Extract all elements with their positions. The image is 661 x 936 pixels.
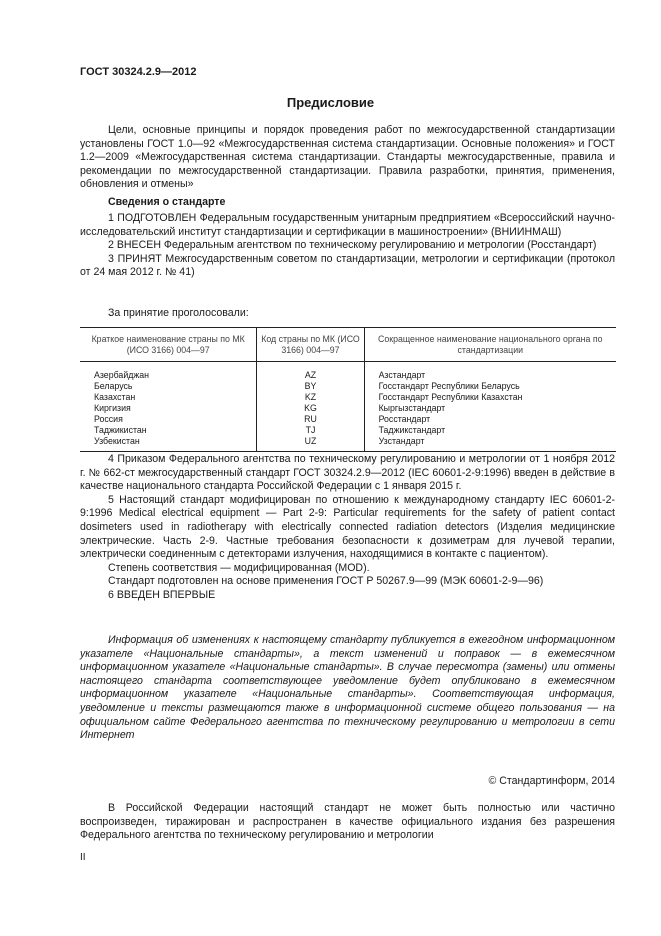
country-name: Таджикистан: [94, 425, 147, 435]
country-code: RU: [257, 414, 364, 425]
header-code: Код страны по МК (ИСО 3166) 004—97: [257, 328, 364, 362]
page-number: II: [80, 852, 86, 863]
item-4: 4 Приказом Федерального агентства по техническому регулированию и метрологии от 1 ноября 2012 г. № 662-ст межгосударственный стандарт ГОСТ 30324.2.9—2012 (IEC 60601-2-9:1996) введен в действие в качестве национального стандарта Российской Федерации с 1 января 2015 г.: [80, 453, 615, 493]
country-code: KZ: [257, 392, 364, 403]
item-2: 2 ВНЕСЕН Федеральным агентством по техническому регулированию и метрологии (Росстандарт): [108, 239, 597, 252]
country-code: KG: [257, 403, 364, 414]
reproduction-notice: В Российской Федерации настоящий стандарт не может быть полностью или частично воспроизведен, тиражирован и распространен в качестве официального издания без разрешения Федерального агентства по техническому регулированию и метрологии: [80, 802, 615, 842]
copyright-line: © Стандартинформ, 2014: [488, 775, 615, 787]
country-code: UZ: [257, 436, 364, 452]
item-5: 5 Настоящий стандарт модифицирован по отношению к международному стандарту IEC 60601-2-9:1996 Medical electrical equipment — Part 2-9: Particular requirements for the safety of patient contact dosimeters used in radiotherapy with electrically connected radiation detectors (Изделия медицинские электрические. Часть 2-9. Частные требования безопасности к дозиметрам для лучевой терапии, электрически соединенным с детекторами излучения, находящимися в контакте с пациентом).: [80, 493, 615, 561]
country-name: Узбекистан: [80, 436, 257, 452]
page-title: Предисловие: [286, 95, 375, 110]
intro-paragraph-block: [80, 124, 615, 192]
rights-block: [80, 802, 615, 843]
items-block: [80, 212, 615, 280]
table-row: [80, 392, 616, 403]
national-body: Госстандарт Республики Казахстан: [364, 392, 616, 403]
item-5-basis: Стандарт подготовлен на основе применения ГОСТ Р 50267.9—99 (МЭК 60601-2-9—96): [108, 575, 544, 588]
table-row: [80, 381, 616, 392]
table-header-row: [80, 328, 616, 362]
country-name: Россия: [94, 414, 123, 424]
national-body: Азстандарт: [364, 362, 616, 382]
header-country: Краткое наименование страны по МК (ИСО 3166) 004—97: [80, 328, 257, 362]
country-name: Беларусь: [94, 381, 133, 391]
national-body: Росстандарт: [364, 414, 616, 425]
national-body: Госстандарт Республики Беларусь: [364, 381, 616, 392]
table-row: [80, 436, 616, 452]
changes-information: Информация об изменениях к настоящему стандарту публикуется в ежегодном информационном указателе «Национальные стандарты», а текст изменений и поправок — в ежемесячном информационном указателе «Национальные стандарты». В случае пересмотра (замены) или отмены настоящего стандарта соответствующее уведомление будет опубликовано в ежемесячном информационном указателе «Национальные стандарты». Соответствующая информация, уведомление и тексты размещаются также в информационной системе общего пользования — на официальном сайте Федерального агентства по техническому регулированию и метрологии в сети Интернет: [80, 634, 615, 742]
country-code: BY: [257, 381, 364, 392]
intro-paragraph: Цели, основные принципы и порядок проведения работ по межгосударственной стандартизации установлены ГОСТ 1.0—92 «Межгосударственная система стандартизации. Основные положения» и ГОСТ 1.2—2009 «Межгосударственная система стандартизации. Стандарты межгосударственные, правила и рекомендации по межгосударственной стандартизации. Правила разработки, принятия, применения, обновления и отмены»: [80, 124, 615, 191]
table-row: [80, 362, 616, 382]
info-block: [80, 634, 615, 743]
national-body: Таджикстандарт: [364, 425, 616, 436]
country-code: TJ: [257, 425, 364, 436]
section-subtitle: Сведения о стандарте: [108, 196, 226, 208]
national-body: Кыргызстандарт: [364, 403, 616, 414]
voted-label: За принятие проголосовали:: [108, 307, 249, 319]
national-body: Узстандарт: [364, 436, 616, 452]
item-1: 1 ПОДГОТОВЛЕН Федеральным государственным унитарным предприятием «Всероссийский научно-исследовательский институт стандартизации и сертификации в машиностроении» (ВНИИНМАШ): [80, 212, 615, 238]
country-code: AZ: [257, 362, 364, 382]
standard-header: ГОСТ 30324.2.9—2012: [80, 66, 197, 78]
header-organization: Сокращенное наименование национального органа по стандартизации: [364, 328, 616, 362]
countries-table: [80, 327, 616, 452]
table-row: [80, 425, 616, 436]
table-row: [80, 403, 616, 414]
item-3: 3 ПРИНЯТ Межгосударственным советом по стандартизации, метрологии и сертификации (протокол от 24 мая 2012 г. № 41): [80, 252, 615, 279]
country-name: Азербайджан: [94, 370, 149, 380]
item-5-degree: Степень соответствия — модифицированная (MOD).: [108, 561, 370, 574]
items-4-6-block: [80, 453, 615, 603]
table-row: [80, 414, 616, 425]
item-6: 6 ВВЕДЕН ВПЕРВЫЕ: [108, 588, 216, 601]
country-name: Киргизия: [94, 403, 131, 413]
country-name: Казахстан: [94, 392, 136, 402]
